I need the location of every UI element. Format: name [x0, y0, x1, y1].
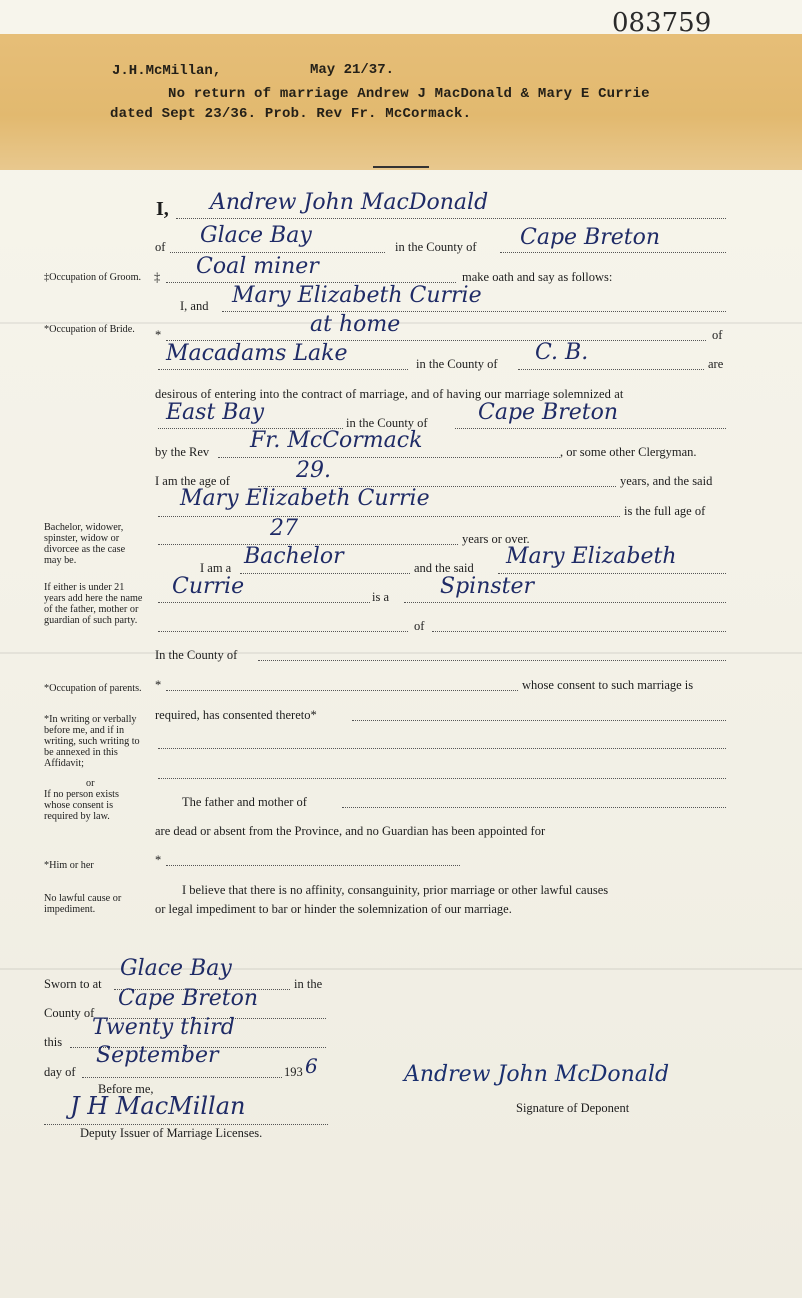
stamp-note-line-1: No return of marriage Andrew J MacDonald & Mary E Currie	[168, 86, 650, 102]
age-suffix: years, and the said	[620, 474, 713, 488]
by-rev-label: by the Rev	[155, 445, 210, 459]
desirous-text: desirous of entering into the contract of marriage, and of having our marriage solemnized at	[155, 387, 624, 401]
deponent-signature: Andrew John McDonald	[404, 1062, 670, 1087]
bride-surname-line	[158, 602, 370, 603]
parent-place-line	[432, 631, 726, 632]
age-prefix: I am the age of	[155, 474, 230, 488]
divider-rule	[373, 166, 429, 168]
of-label: of	[155, 240, 166, 254]
consent-line-3	[158, 778, 726, 779]
bride-name-line-2	[158, 516, 620, 517]
note-under-21: If either is under 21 years add here the name of the father, mother or guardian of such party.	[44, 582, 143, 626]
of-label-3: of	[414, 619, 425, 633]
this-label: this	[44, 1035, 63, 1049]
bride-county-line	[518, 369, 704, 370]
consent-person-line	[166, 690, 518, 691]
whose-consent-text: whose consent to such marriage is	[522, 678, 694, 692]
clergyman-line	[218, 457, 560, 458]
note-no-lawful-cause: No lawful cause or impediment.	[44, 893, 122, 915]
groom-county: Cape Breton	[520, 225, 661, 250]
bride-occupation: at home	[310, 312, 401, 337]
i-label: I,	[156, 198, 169, 220]
make-oath-text: make oath and say as follows:	[462, 270, 613, 284]
year-prefix: 193	[284, 1065, 303, 1079]
in-the-county-label: In the County of	[155, 648, 238, 662]
county-label-2: in the County of	[416, 357, 498, 371]
groom-name-line	[176, 218, 726, 219]
marriage-county: Cape Breton	[478, 400, 619, 425]
day-of-label: day of	[44, 1065, 76, 1079]
groom-county-line	[500, 252, 726, 253]
note-or: or	[86, 778, 95, 789]
bride-name-line	[222, 311, 726, 312]
i-am-a-label: I am a	[200, 561, 232, 575]
bride-name-2: Mary Elizabeth Currie	[180, 486, 430, 511]
other-clergyman-text: , or some other Clergyman.	[560, 445, 697, 459]
groom-place: Glace Bay	[200, 223, 312, 248]
groom-status: Bachelor	[244, 544, 344, 569]
bride-name: Mary Elizabeth Currie	[232, 283, 482, 308]
sworn-month: September	[96, 1043, 219, 1068]
consent-line-1	[352, 720, 726, 721]
full-age-text: is the full age of	[624, 504, 706, 518]
stamp-date: May 21/37.	[310, 62, 395, 78]
stamped-note-band	[0, 34, 802, 170]
father-mother-line	[342, 807, 726, 808]
note-occupation-parents: *Occupation of parents.	[44, 683, 142, 694]
issuer-signature-line	[44, 1124, 328, 1125]
deputy-issuer-label: Deputy Issuer of Marriage Licenses.	[80, 1126, 263, 1140]
note-no-person: If no person exists whose consent is required by law.	[44, 789, 119, 822]
signature-of-deponent-label: Signature of Deponent	[516, 1101, 630, 1115]
parent-name-line	[158, 631, 408, 632]
file-number: 083759	[612, 8, 712, 38]
i-and-label: I, and	[180, 299, 209, 313]
sworn-to-at-label: Sworn to at	[44, 977, 102, 991]
note-him-or-her: *Him or her	[44, 860, 94, 871]
bride-status: Spinster	[440, 574, 535, 599]
bride-place: Macadams Lake	[166, 341, 348, 366]
sworn-place: Glace Bay	[120, 956, 232, 981]
is-a-label: is a	[372, 590, 390, 604]
groom-place-line	[170, 252, 385, 253]
bride-name-3a: Mary Elizabeth	[506, 544, 677, 569]
guardian-line	[166, 865, 460, 866]
believe-line-2: or legal impediment to bar or hinder the solemnization of our marriage.	[155, 902, 512, 916]
fold-line	[0, 652, 802, 654]
bride-name-3b: Currie	[172, 574, 245, 599]
are-label: are	[708, 357, 724, 371]
stamp-note-line-2: dated Sept 23/36. Prob. Rev Fr. McCormack.	[110, 106, 472, 122]
bride-age: 27	[270, 516, 298, 541]
and-the-said-label: and the said	[414, 561, 474, 575]
marriage-place: East Bay	[166, 400, 265, 425]
county-of-label: County of	[44, 1006, 95, 1020]
note-occupation-bride: *Occupation of Bride.	[44, 324, 135, 335]
groom-status-line	[240, 573, 410, 574]
bride-status-line	[404, 602, 726, 603]
issuer-signature: J H MacMillan	[70, 1092, 246, 1120]
star-mark-3: *	[155, 853, 162, 867]
consent-line-2	[158, 748, 726, 749]
county-label-3: in the County of	[346, 416, 428, 430]
father-mother-text: The father and mother of	[182, 795, 307, 809]
required-consented-text: required, has consented thereto*	[155, 708, 317, 722]
before-me-label: Before me,	[98, 1082, 154, 1096]
sworn-month-line	[82, 1077, 282, 1078]
star-mark: *	[155, 328, 162, 342]
stamp-issuer: J.H.McMillan,	[112, 63, 222, 79]
note-consent: *In writing or verbally before me, and if in writing, such writing to be annexed in this Affidavit;	[44, 714, 140, 769]
sworn-county: Cape Breton	[118, 986, 259, 1011]
marriage-county-line	[455, 428, 726, 429]
parent-county-line	[258, 660, 726, 661]
dead-absent-text: are dead or absent from the Province, and no Guardian has been appointed for	[155, 824, 546, 838]
star-mark-2: *	[155, 678, 162, 692]
bride-county: C. B.	[535, 340, 589, 365]
years-or-over-text: years or over.	[462, 532, 530, 546]
note-marital-status: Bachelor, widower, spinster, widow or divorcee as the case may be.	[44, 522, 126, 566]
bride-place-line	[158, 369, 408, 370]
groom-age: 29.	[296, 458, 331, 483]
clergyman-name: Fr. McCormack	[250, 428, 423, 453]
believe-line-1: I believe that there is no affinity, consanguinity, prior marriage or other lawful causes	[182, 883, 609, 897]
groom-name: Andrew John MacDonald	[210, 190, 489, 215]
dagger-mark: ‡	[154, 270, 161, 284]
note-occupation-groom: ‡Occupation of Groom.	[44, 272, 142, 283]
groom-occupation: Coal miner	[196, 254, 319, 279]
sworn-day: Twenty third	[92, 1015, 235, 1040]
in-the-label: in the	[294, 977, 323, 991]
county-label: in the County of	[395, 240, 477, 254]
of-label-2: of	[712, 328, 723, 342]
year-digit: 6	[305, 1054, 318, 1078]
